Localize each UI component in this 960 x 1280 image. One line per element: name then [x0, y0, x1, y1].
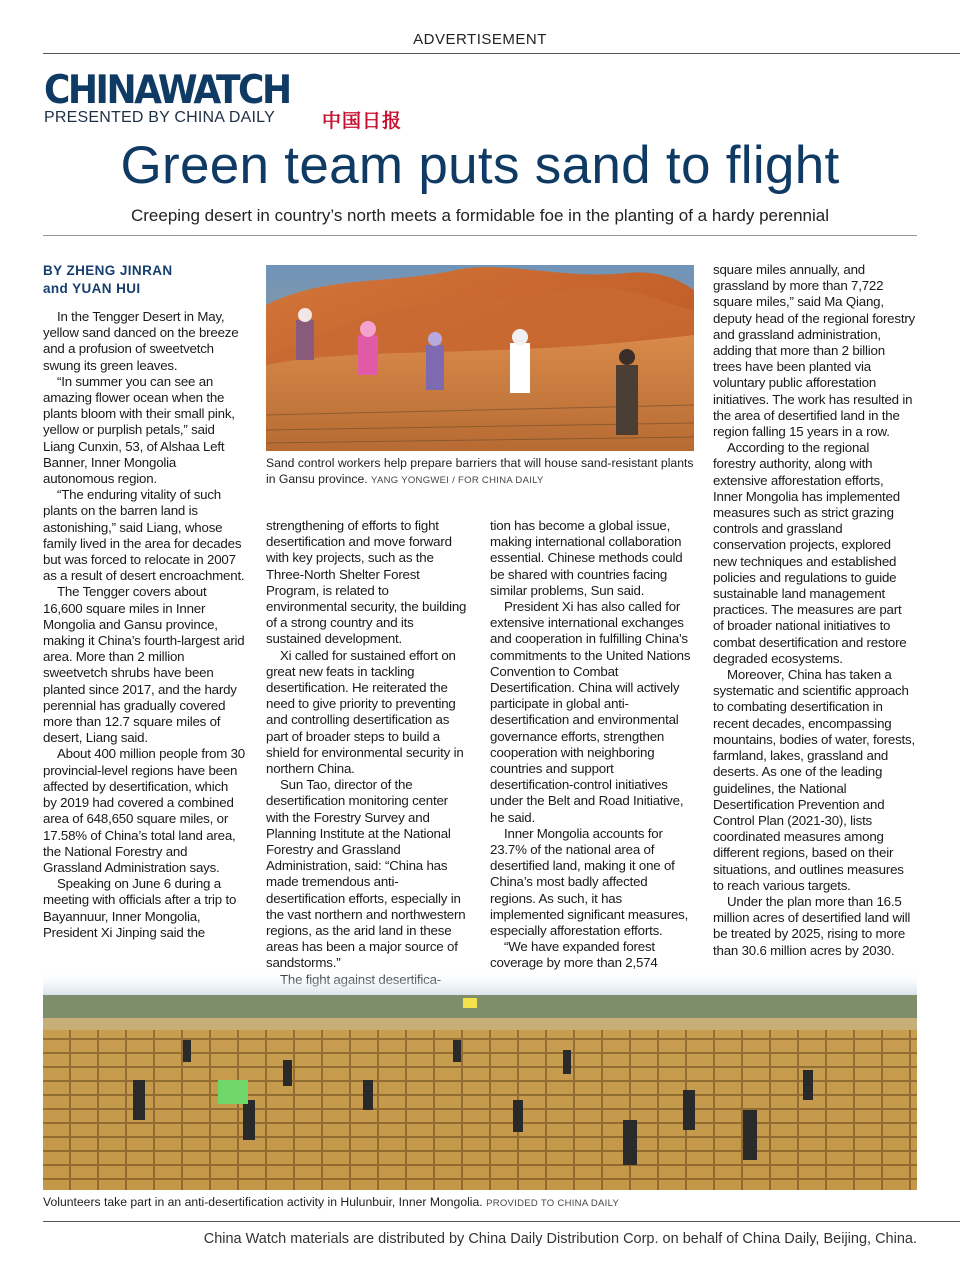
article-column-1	[43, 309, 245, 941]
paragraph: “The enduring vitality of such plants on the barren land is astonishing,” said Liang, whose family lived in the area for decades but was forced to relocate in 2007 as a result of desert encroachment.	[43, 487, 245, 584]
china-daily-logo: 中国日报	[322, 110, 403, 132]
volunteers-photo	[43, 970, 917, 1190]
desert-workers-illustration	[266, 265, 694, 451]
bottom-divider	[43, 1221, 960, 1222]
paragraph: About 400 million people from 30 provincial-level regions have been affected by desertification, which by 2019 had covered a combined area of 648,650 square miles, or 17.58% of China’s total land area, the National Forestry and Grassland Administration says.	[43, 746, 246, 875]
paragraph: tion has become a global issue, making international collaboration essential. Chinese methods could be shared with countries facing similar problems, Sun said.	[490, 518, 683, 598]
article-column-2	[266, 518, 468, 988]
paragraph: Moreover, China has taken a systematic and scientific approach to combating desertification in recent decades, encompassing mountains, bodies of water, forests, farmland, lakes, grassland and deserts. As one of the leading guidelines, the National Desertification Prevention and Control Plan (2021-30), lists coordinated measures among different regions, based on their situations, and outlines measures to reach various targets.	[713, 667, 915, 893]
paragraph: Sun Tao, director of the desertification monitoring center with the Forestry Survey and Planning Institute at the National Forestry and Grassland Administration, said: “China has made tremendous anti-desertification efforts, especially in the vast northern and northwestern regions, as the arid land in these areas has been a major source of sandstorms.”	[266, 777, 466, 971]
photo-caption-bottom	[43, 1195, 619, 1209]
paragraph: According to the regional forestry authority, along with extensive afforestation efforts, Inner Mongolia has implemented measures such as strict grazing controls and grassland conservation projects, explored new techniques and established policies and regulations to guide sustainable land management practices. The measures are part of broader national initiatives to combat desertification and restore degraded ecosystems.	[713, 440, 907, 666]
paragraph: Inner Mongolia accounts for 23.7% of the national area of desertified land, making it one of China’s most badly affected regions. As such, it has implemented significant measures, especially afforestation efforts.	[490, 825, 689, 939]
paragraph: strengthening of efforts to fight desertification and move forward with key projects, such as the Three-North Shelter Forest Program, is related to environmental security, the building of a strong country and its sustained development.	[266, 518, 467, 647]
paragraph: In the Tengger Desert in May, yellow sand danced on the breeze and a profusion of sweetvetch swung its green leaves.	[43, 309, 239, 373]
page-title: Green team puts sand to flight	[120, 136, 840, 195]
photo-credit: YANG YONGWEI / FOR CHINA DAILY	[371, 475, 544, 486]
paragraph: “In summer you can see an amazing flower ocean when the plants bloom with their small pink, yellow or purplish petals,” said Liang Cunxin, 53, of Alshaa Left Banner, Inner Mongolia autonomous region.	[43, 373, 235, 487]
paragraph: square miles annually, and grassland by more than 7,722 square miles,” said Ma Qiang, deputy head of the regional forestry and grassland administration, adding that more than 2 billion trees have been planted via voluntary public afforestation initiatives. The work has resulted in the area of desertified land in the region falling 15 years in a row.	[713, 262, 915, 440]
green-flag	[218, 1080, 248, 1104]
footer-disclaimer: China Watch materials are distributed by China Daily Distribution Corp. on behalf of China Daily, Beijing, China.	[203, 1231, 917, 1247]
byline-author-1: BY ZHENG JINRAN	[43, 263, 173, 278]
byline	[43, 262, 173, 298]
paragraph: President Xi has also called for extensive international exchanges and cooperation in fulfilling China’s commitments to the United Nations Convention to Combat Desertification. China will actively participate in global anti-desertification and environmental governance efforts, strengthen cooperation with neighboring countries and support desertification-control initiatives under the Belt and Road Initiative, he said.	[490, 599, 691, 825]
yellow-flag	[463, 998, 477, 1008]
paragraph: “We have expanded forest coverage by more than 2,574	[490, 939, 658, 971]
advertisement-label: ADVERTISEMENT	[413, 31, 547, 48]
paragraph: The Tengger covers about 16,600 square miles in Inner Mongolia and Gansu province, making it China’s fourth-largest arid area. More than 2 million sweetvetch shrubs have been planted since 2017, and the hardy perennial has gradually covered more than 12.7 square miles of desert, Liang said.	[43, 584, 245, 746]
article-column-4	[713, 262, 915, 959]
subhead-divider	[43, 235, 917, 236]
volunteers-illustration	[43, 970, 917, 1190]
subheadline: Creeping desert in country’s north meets a formidable foe in the planting of a hardy perennial	[130, 206, 830, 225]
caption-text: Volunteers take part in an anti-desertification activity in Hulunbuir, Inner Mongolia.	[43, 1195, 483, 1209]
presented-by-label: PRESENTED BY CHINA DAILY	[44, 109, 275, 126]
photo-credit: PROVIDED TO CHINA DAILY	[486, 1198, 620, 1209]
paragraph: Xi called for sustained effort on great new feats in tackling desertification. He reiterated the need to give priority to preventing and controlling desertification as part of broader steps to build a shield for environmental security in northern China.	[266, 647, 464, 777]
desert-workers-photo	[266, 265, 694, 451]
china-watch-masthead: CHINAWATCH	[44, 68, 290, 114]
paragraph: Under the plan more than 16.5 million acres of desertified land will be treated by 2025, rising to more than 30.6 million acres by 2030.	[713, 893, 911, 958]
photo-caption	[266, 455, 706, 489]
caption-text: Sand control workers help prepare barriers that will house sand-resistant plants in Gansu province.	[266, 456, 694, 486]
paragraph: Speaking on June 6 during a meeting with officials after a trip to Bayannuur, Inner Mongolia, President Xi Jinping said the	[43, 876, 237, 940]
article-column-3	[490, 518, 692, 972]
top-divider	[43, 53, 960, 54]
byline-author-2: and YUAN HUI	[43, 281, 141, 296]
